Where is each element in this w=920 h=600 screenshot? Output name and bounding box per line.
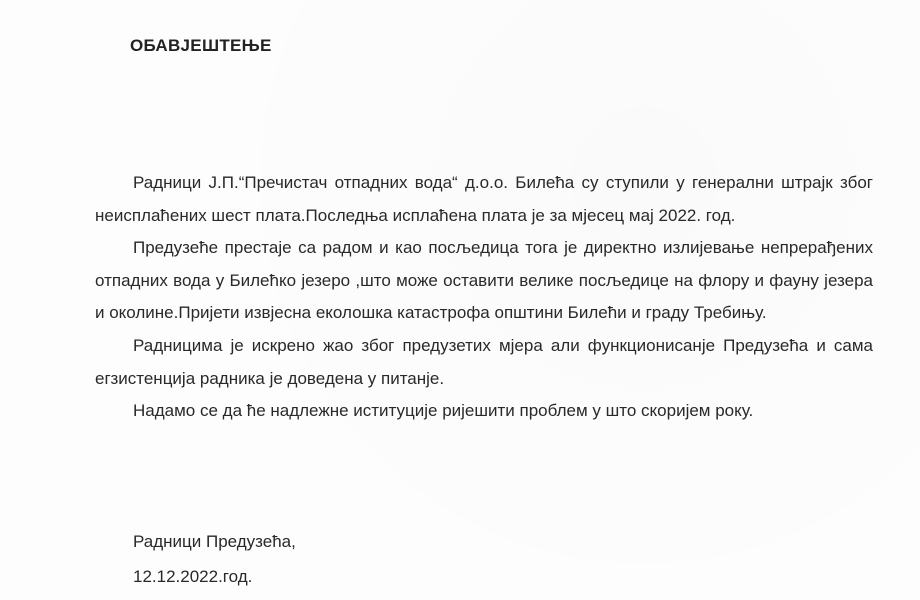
paragraph-strike-announcement: Радници Ј.П.“Пречистач отпадних вода“ д.о.о. Билећа су ступили у генерални штрајк због неисплаћених шест плата.Последња исплаћена плата је за мјесец мај 2022. год. — [95, 173, 873, 225]
document-title: ОБАВЈЕШТЕЊЕ — [130, 36, 272, 55]
signature-date: 12.12.2022.год. — [133, 567, 253, 586]
document-body — [95, 167, 873, 428]
signature-block — [133, 524, 296, 594]
paragraph-hope-resolution: Надамо се да ће надлежне иституције ријешити проблем у што скоријем року. — [133, 401, 754, 421]
paragraph-workers-regret: Радницима је искрено жао због предузетих мјера али функционисанје Предузећа и сама егзистенција радника је доведена у питанје. — [95, 335, 873, 388]
paragraph-ecological-consequences: Предузеће престаје са радом и као посљедица тога је директно излијевање непрерађених отпадних вода у Билећко језеро ,што може оставити велике посљедице на флору и фауну језера и околине.Пријети извјесна еколошка катастрофа општини Билећи и граду Требињу. — [95, 238, 873, 323]
signature-author: Радници Предузећа, — [133, 532, 296, 551]
